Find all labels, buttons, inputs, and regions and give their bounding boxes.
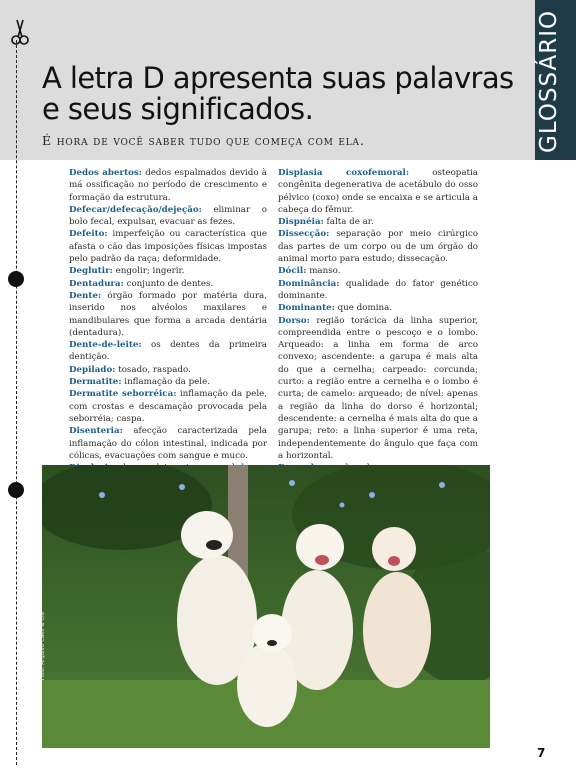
definition: inflamação da pele, com crostas e descamação provocada pela seborréia; caspa.	[69, 389, 267, 424]
term: Defecar/defecação/dejeção:	[69, 204, 202, 215]
term: Displasia coxofemoral:	[278, 168, 410, 178]
binder-hole	[8, 482, 24, 498]
definition: dedos espalmados devido à má ossificação no período de crescimento e formação da estrutura.	[69, 168, 267, 203]
definition: região torácica da linha superior, compreendida entre o pescoço e o lombo. Arqueado: a linha em forma de arco convexo; ascendente: a garupa é mais alta do que a cernelha; carpeado: corcunda; curto: a região entre a cernelha e o lombo é curta; de camelo: arqueado; de nível: apenas a região da linha do dorso é horizontal; descendente: a cernelha é mais alta do que a garupa; reto: a linha superior é uma reta, independentemente do ângulo que faça com a horizontal.	[278, 315, 478, 461]
photo-credit: Foto: Arquivo Cães & Cia	[40, 612, 46, 681]
definition: tosado, raspado.	[115, 364, 191, 375]
glossary-entry	[69, 388, 267, 425]
binder-hole	[8, 271, 24, 287]
term: Dorso:	[278, 315, 310, 326]
definition: que domina.	[334, 303, 393, 314]
term: Dominância:	[278, 278, 340, 289]
glossary-entry	[69, 339, 267, 364]
glossary-entry	[69, 278, 267, 290]
glossary-entry	[278, 216, 478, 228]
glossary-entry	[278, 228, 478, 265]
term: Dominante:	[278, 303, 335, 314]
glossary-entry	[69, 204, 267, 229]
term: Dermatite:	[69, 377, 122, 388]
definition: conjunto de dentes.	[123, 278, 214, 289]
definition: órgão formado por matéria dura, inserido nos alvéolos maxilares e mandibulares que forma a arcada dentária (dentadura).	[69, 290, 267, 338]
page-number: 7	[537, 746, 546, 760]
glossary-entry	[278, 302, 478, 314]
dogs-photo	[42, 465, 490, 748]
definition: eliminar o bolo fecal, expulsar, evacuar as fezes.	[69, 204, 267, 228]
term: Depilado:	[69, 364, 116, 375]
term: Dócil:	[278, 266, 307, 277]
glossary-entry	[278, 315, 478, 463]
term: Dentadura:	[69, 278, 124, 289]
term: Defeito:	[69, 229, 108, 240]
definition: separação por meio cirúrgico das partes de um corpo ou de um órgão do animal morto para estudo; dissecação.	[278, 229, 478, 265]
term: Dedos abertos:	[69, 168, 143, 178]
section-tab-label: GLOSSÁRIO	[536, 9, 562, 153]
term: Dermatite seborréica:	[69, 389, 177, 400]
scissors-icon	[9, 18, 31, 46]
page-subtitle: É hora de você saber tudo que começa com ela.	[42, 133, 365, 148]
glossary-entry	[278, 278, 478, 303]
definition: imperfeição ou característica que afasta o cão das imposições físicas impostas pelo padrão da raça; deformidade.	[69, 229, 267, 265]
glossary-right-column	[278, 167, 478, 511]
cut-line	[16, 40, 17, 765]
glossary-entry	[69, 228, 267, 265]
definition: engolir; ingerir.	[112, 266, 185, 277]
term: Dente:	[69, 290, 102, 301]
definition: inflamação da pele.	[121, 377, 210, 388]
definition: qualidade do fator genético dominante.	[278, 278, 478, 301]
term: Deglutir:	[69, 266, 113, 277]
term: Dissecção:	[278, 229, 330, 240]
glossary-entry	[69, 364, 267, 376]
term: Dente-de-leite:	[69, 340, 142, 351]
glossary-entry	[278, 167, 478, 216]
definition: afecção caracterizada pela inflamação do cólon intestinal, indicada por cólicas, evacuações com sangue e muco.	[69, 426, 267, 461]
page-title: A letra D apresenta suas palavras e seus significados.	[42, 61, 514, 126]
glossary-entry	[69, 167, 267, 204]
definition: manso.	[306, 266, 341, 277]
definition: os dentes da primeira dentição.	[69, 340, 267, 363]
definition: osteopatia congênita degenerativa de acetábulo do osso pélvico (coxo) onde se encaixa e se articula a cabeça do fêmur.	[278, 168, 478, 215]
definition: falta de ar.	[323, 217, 374, 228]
glossary-left-column	[69, 167, 267, 487]
glossary-entry	[69, 376, 267, 388]
glossary-entry	[278, 265, 478, 277]
glossary-entry	[69, 265, 267, 277]
glossary-entry	[69, 425, 267, 462]
term: Disenteria:	[69, 426, 123, 437]
term: Dispnéia:	[278, 217, 324, 228]
glossary-entry	[69, 290, 267, 339]
